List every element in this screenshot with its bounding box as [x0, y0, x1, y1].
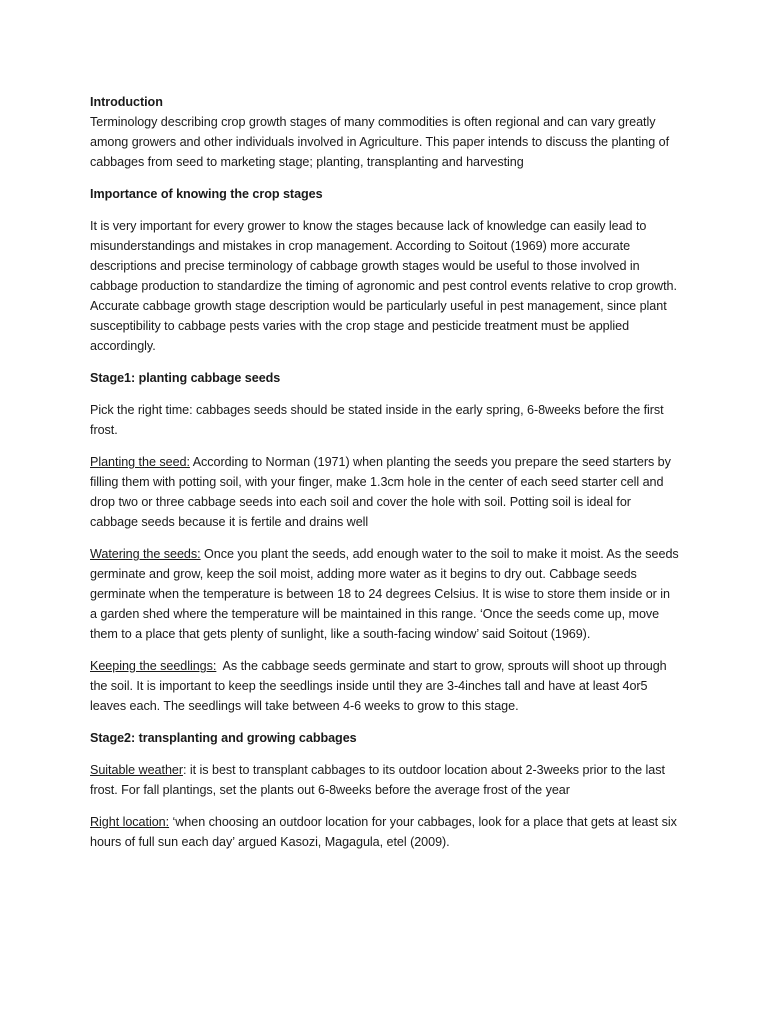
planting-seed-paragraph	[90, 452, 680, 532]
importance-paragraph: It is very important for every grower to know the stages because lack of knowledge can easily lead to misunderstandings and mistakes in crop management. According to Soitout (1969) more accurate descriptions and precise terminology of cabbage growth stages would be useful to those involved in cabbage production to standardize the timing of agronomic and pest control events relative to crop growth. Accurate cabbage growth stage description would be particularly useful in pest management, since plant susceptibility to cabbage pests varies with the crop stage and pesticide treatment must be applied accordingly.	[90, 219, 677, 353]
keeping-seedlings-lead: Keeping the seedlings:	[90, 659, 217, 673]
suitable-weather-lead: Suitable weather	[90, 763, 184, 777]
stage2-heading: Stage2: transplanting and growing cabbages	[90, 731, 357, 745]
watering-seeds-lead: Watering the seeds:	[90, 547, 201, 561]
right-location-lead: Right location:	[90, 815, 170, 829]
intro-paragraph: Terminology describing crop growth stages of many commodities is often regional and can vary greatly among growers and other individuals involved in Agriculture. This paper intends to discuss the planting of cabbages from seed to marketing stage; planting, transplanting and harvesting	[90, 115, 670, 169]
intro-heading: Introduction	[90, 95, 163, 109]
suitable-weather-paragraph	[90, 760, 680, 800]
stage1-heading: Stage1: planting cabbage seeds	[90, 371, 281, 385]
importance-heading: Importance of knowing the crop stages	[90, 187, 323, 201]
document-page	[90, 92, 680, 852]
keeping-seedlings-paragraph	[90, 656, 680, 716]
watering-seeds-paragraph	[90, 544, 680, 644]
planting-seed-lead: Planting the seed:	[90, 455, 190, 469]
suitable-weather-text: : it is best to transplant cabbages to its outdoor location about 2-3weeks prior to the last frost. For fall plantings, set the plants out 6-8weeks before the average frost of the year	[90, 763, 665, 797]
right-time-paragraph: Pick the right time: cabbages seeds should be stated inside in the early spring, 6-8weeks before the first frost.	[90, 403, 664, 437]
watering-seeds-text: Once you plant the seeds, add enough water to the soil to make it moist. As the seeds germinate and grow, keep the soil moist, adding more water as it begins to dry out. Cabbage seeds germinate when the temperature is between 18 to 24 degrees Celsius. It is wise to store them inside or in a garden shed where the temperature will be maintained in this range. ‘Once the seeds come up, move them to a place that gets plenty of sunlight, like a south-facing window’ said Soitout (1969).	[90, 547, 679, 641]
right-location-paragraph	[90, 812, 680, 852]
keeping-seedlings-text: As the cabbage seeds germinate and start to grow, sprouts will shoot up through the soil. It is important to keep the seedlings inside until they are 3-4inches tall and have at least 4or5 leaves each. The seedlings will take between 4-6 weeks to grow to this stage.	[90, 659, 671, 713]
right-location-text: ‘when choosing an outdoor location for your cabbages, look for a place that gets at least six hours of full sun each day’ argued Kasozi, Magagula, etel (2009).	[90, 815, 677, 849]
planting-seed-text: According to Norman (1971) when planting the seeds you prepare the seed starters by filling them with potting soil, with your finger, make 1.3cm hole in the center of each seed starter cell and drop two or three cabbage seeds into each soil and cover the hole with soil. Potting soil is ideal for cabbage seeds because it is fertile and drains well	[90, 455, 671, 529]
